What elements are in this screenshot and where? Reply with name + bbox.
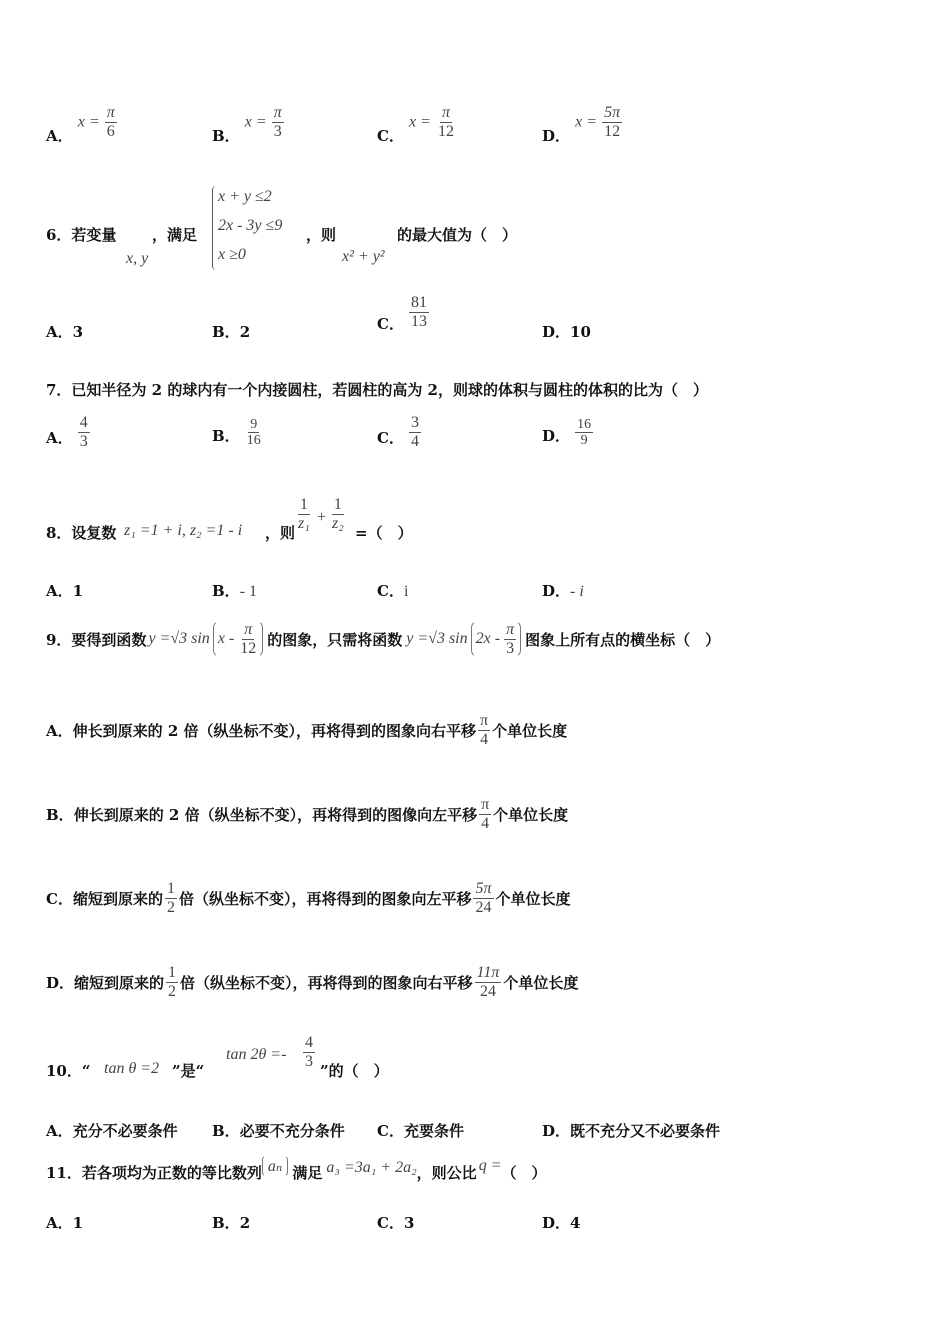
q11-option-b[interactable] <box>212 1212 250 1233</box>
option-label: D． <box>542 126 571 145</box>
q5-option-b[interactable] <box>212 104 284 145</box>
q8-option-c[interactable] <box>377 580 408 601</box>
math-expr: x = <box>409 113 431 131</box>
option-value: 4 <box>570 1214 581 1232</box>
q9-func-1-prefix: y =√3 sin <box>148 630 210 647</box>
option-text: 倍（纵坐标不变），再将得到的图象向右平移 <box>180 973 473 992</box>
fraction: $\frac{4}{3}$ <box>79 414 88 450</box>
option-value: 充要条件 <box>403 1122 464 1140</box>
fraction: $\frac{5\pi}{24}$ <box>475 879 492 916</box>
option-value: - 1 <box>239 583 258 600</box>
q7-option-c[interactable] <box>377 414 421 450</box>
option-label: A． <box>46 428 73 447</box>
q11-ratio: q = <box>478 1157 502 1174</box>
q10-stem-c: ”的（ ） <box>320 1062 389 1080</box>
q6-stem-d: 的最大值为（ ） <box>397 226 518 244</box>
option-label: C． <box>377 126 404 145</box>
q6-option-d[interactable] <box>542 321 591 342</box>
option-text: 伸长到原来的 2 倍（纵坐标不变），再将得到的图像向左平移 <box>73 805 478 824</box>
option-label: D． <box>46 973 75 992</box>
option-label: A． <box>46 126 73 145</box>
q10-stem-b: ”是“ <box>172 1062 205 1080</box>
option-value: 1 <box>72 582 84 600</box>
q11-sequence: aₙ <box>262 1155 288 1177</box>
option-label: D． <box>542 1214 571 1232</box>
option-text: 个单位长度 <box>503 973 579 992</box>
option-value: - i <box>570 583 584 600</box>
option-value: 1 <box>72 1214 84 1232</box>
option-value: 既不充分又不必要条件 <box>570 1122 721 1140</box>
q10-conclusion-prefix: tan 2θ =- <box>226 1046 287 1063</box>
q9-option-a[interactable] <box>46 702 567 758</box>
fraction: $\frac{\pi}{4}$ <box>480 711 489 748</box>
option-value: 10 <box>570 323 591 341</box>
fraction: $\frac{\pi}{12}$ <box>438 104 455 140</box>
option-label: A． <box>46 721 73 740</box>
option-label: A． <box>46 323 73 341</box>
option-label: B． <box>212 427 240 446</box>
option-label: C． <box>46 889 73 908</box>
option-value: 2 <box>239 323 251 341</box>
fraction: $\frac{4}{3}$ <box>305 1034 313 1070</box>
math-expr: x = <box>77 113 100 131</box>
q9-stem-b: 的图象，只需将函数 <box>267 630 403 649</box>
fraction: $\frac{16}{9}$ <box>577 417 592 449</box>
q6-option-b[interactable] <box>212 321 250 342</box>
option-label: C． <box>377 1214 404 1232</box>
fraction: $\frac{1}{\text{z₁}}$ <box>298 496 310 532</box>
q6-constraint-3: x ≥0 <box>218 246 246 263</box>
q9-stem-c: 图象上所有点的横坐标（ ） <box>525 630 721 649</box>
math-expr: 2x - <box>475 629 501 647</box>
math-expr: x = <box>244 113 267 131</box>
q6-stem-a: 6．若变量 <box>46 226 117 244</box>
fraction: $\frac{3}{4}$ <box>411 414 420 450</box>
option-label: B． <box>212 1122 240 1140</box>
q10-stem-a: 10．“ <box>46 1062 91 1080</box>
q6-option-a[interactable] <box>46 321 83 342</box>
q6-option-c[interactable] <box>377 294 429 333</box>
fraction: $\frac{1}{\text{z₂}}$ <box>332 496 344 532</box>
q8-expr: z₁ =1 + i, z₂ =1 - i <box>124 522 243 539</box>
fraction: $\frac{5\pi}{12}$ <box>604 104 621 140</box>
option-label: A． <box>46 1214 73 1232</box>
fraction: $\frac{\pi}{6}$ <box>106 104 115 140</box>
q6-target: x² + y² <box>342 248 385 265</box>
q11-option-d[interactable] <box>542 1212 580 1233</box>
option-label: C． <box>377 582 404 600</box>
q9-func-2-paren <box>471 620 521 658</box>
q8-option-d[interactable] <box>542 580 584 601</box>
q11-condition: a₃ =3a₁ + 2a₂ <box>326 1159 417 1176</box>
fraction: $\frac{\pi}{3}$ <box>273 104 282 140</box>
q6-constraint-2: 2x - 3y ≤9 <box>218 217 283 234</box>
q6-constraint-1: x + y ≤2 <box>218 188 272 205</box>
q10-option-b[interactable] <box>212 1120 345 1141</box>
option-value: 3 <box>403 1214 415 1232</box>
q11-stem-c: ，则公比 <box>416 1163 477 1182</box>
option-label: B． <box>212 1214 240 1232</box>
q5-option-a[interactable] <box>46 104 117 145</box>
option-text: 缩短到原来的 <box>74 973 165 992</box>
q9-stem-a: 9．要得到函数 <box>46 630 147 649</box>
q9-func-2-prefix: y =√3 sin <box>406 630 468 647</box>
option-value: i <box>403 583 409 600</box>
q11-stem-b: 满足 <box>292 1163 323 1182</box>
q7-option-a[interactable] <box>46 414 90 450</box>
fraction: $\frac{\pi}{3}$ <box>506 620 515 657</box>
fraction: $\frac{11\pi}{24}$ <box>476 963 500 1000</box>
q7-stem: 7．已知半径为 2 的球内有一个内接圆柱，若圆柱的高为 2，则球的体积与圆柱的体积的比为（ ） <box>46 381 708 399</box>
q11-stem-a: 11．若各项均为正数的等比数列 <box>46 1163 262 1182</box>
q6-stem-b: ，满足 <box>152 226 198 244</box>
q11-option-c[interactable] <box>377 1212 414 1233</box>
q5-option-d[interactable] <box>542 104 622 145</box>
q8-stem-b: ，则 <box>265 524 296 542</box>
fraction: $\frac{\pi}{4}$ <box>481 795 490 832</box>
option-label: C． <box>377 1122 404 1140</box>
q7-option-b[interactable] <box>212 417 263 449</box>
q10-option-d[interactable] <box>542 1120 720 1141</box>
option-value: 3 <box>72 323 84 341</box>
option-label: D． <box>542 582 571 600</box>
option-text: 缩短到原来的 <box>72 889 163 908</box>
option-value: 2 <box>239 1214 251 1232</box>
q10-option-a[interactable] <box>46 1120 178 1141</box>
option-text: 倍（纵坐标不变），再将得到的图象向左平移 <box>178 889 472 908</box>
option-label: D． <box>542 323 571 341</box>
fraction: $\frac{81}{13}$ <box>411 294 428 330</box>
option-label: B． <box>46 805 74 824</box>
math-expr: x = <box>575 113 598 131</box>
q8-stem-c: =（ ） <box>355 524 413 542</box>
option-label: B． <box>212 126 240 145</box>
option-label: C． <box>377 428 404 447</box>
option-label: D． <box>542 427 571 446</box>
q11-stem-d: （ ） <box>501 1163 547 1182</box>
fraction: $\frac{1}{2}$ <box>166 879 175 916</box>
option-text: 个单位长度 <box>492 721 568 740</box>
option-text: 个单位长度 <box>493 805 569 824</box>
q10-condition: tan θ =2 <box>104 1060 160 1077</box>
option-label: D． <box>542 1122 571 1140</box>
option-label: C． <box>377 314 404 333</box>
q9-option-d[interactable] <box>46 954 578 1010</box>
fraction: $\frac{9}{16}$ <box>246 417 261 449</box>
q5-option-c[interactable] <box>377 104 456 145</box>
q7-option-d[interactable] <box>542 417 593 449</box>
q10-option-c[interactable] <box>377 1120 464 1141</box>
q6-vars: x, y <box>126 250 149 267</box>
option-label: B． <box>212 323 240 341</box>
q8-option-b[interactable] <box>212 580 257 601</box>
plus-sign: + <box>317 509 327 526</box>
q8-option-a[interactable] <box>46 580 83 601</box>
math-expr: x - <box>217 629 235 647</box>
q11-option-a[interactable] <box>46 1212 83 1233</box>
fraction: $\frac{\pi}{12}$ <box>240 620 257 657</box>
question-11 <box>46 1152 547 1192</box>
option-text: 伸长到原来的 2 倍（纵坐标不变），再将得到的图象向右平移 <box>72 721 477 740</box>
option-label: B． <box>212 582 240 600</box>
q9-option-c[interactable] <box>46 870 571 926</box>
question-9 <box>46 616 720 662</box>
option-text: 个单位长度 <box>495 889 571 908</box>
option-label: A． <box>46 1122 73 1140</box>
q9-option-b[interactable] <box>46 786 568 842</box>
option-label: A． <box>46 582 73 600</box>
option-value: 必要不充分条件 <box>239 1122 345 1140</box>
option-value: 充分不必要条件 <box>72 1122 178 1140</box>
q9-func-1-paren <box>213 620 263 658</box>
fraction: $\frac{1}{2}$ <box>168 963 177 1000</box>
q8-stem-a: 8．设复数 <box>46 524 117 542</box>
q6-stem-c: ，则 <box>306 226 337 244</box>
